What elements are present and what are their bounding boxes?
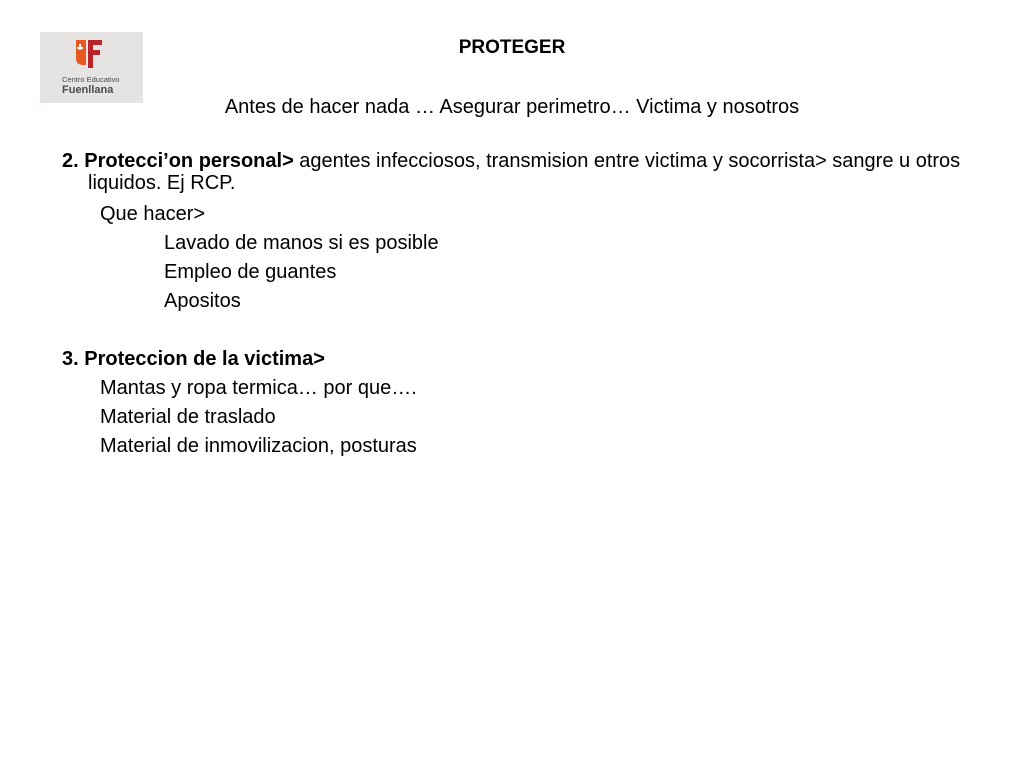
slide-title: PROTEGER bbox=[458, 37, 566, 58]
section3-heading bbox=[62, 345, 982, 374]
section3-heading-text: 3. Proteccion de la victima> bbox=[62, 348, 325, 370]
slide-content bbox=[62, 150, 982, 461]
section2-paragraph bbox=[62, 150, 982, 194]
section2-item: Lavado de manos si es posible bbox=[164, 232, 439, 254]
logo-line1: Centro Educativo bbox=[62, 75, 120, 84]
section3-item: Mantas y ropa termica… por que…. bbox=[100, 377, 417, 399]
section2-item: Apositos bbox=[164, 290, 241, 312]
spacer bbox=[62, 316, 982, 345]
section2-what-to-do: Que hacer> bbox=[100, 203, 206, 225]
slide-subtitle: Antes de hacer nada … Asegurar perimetro… Victima y nosotros bbox=[224, 96, 800, 118]
logo-line2: Fuenllana bbox=[62, 84, 114, 96]
section2-text: agentes infecciosos, transmision entre victima y socorrista> sangre u otros liquidos. Ej RCP. bbox=[88, 150, 961, 194]
section3-item: Material de traslado bbox=[100, 406, 276, 428]
section3-item: Material de inmovilizacion, posturas bbox=[100, 435, 417, 457]
section2-heading: 2. Protecci’on personal> bbox=[62, 150, 294, 172]
section2-item: Empleo de guantes bbox=[164, 261, 337, 283]
